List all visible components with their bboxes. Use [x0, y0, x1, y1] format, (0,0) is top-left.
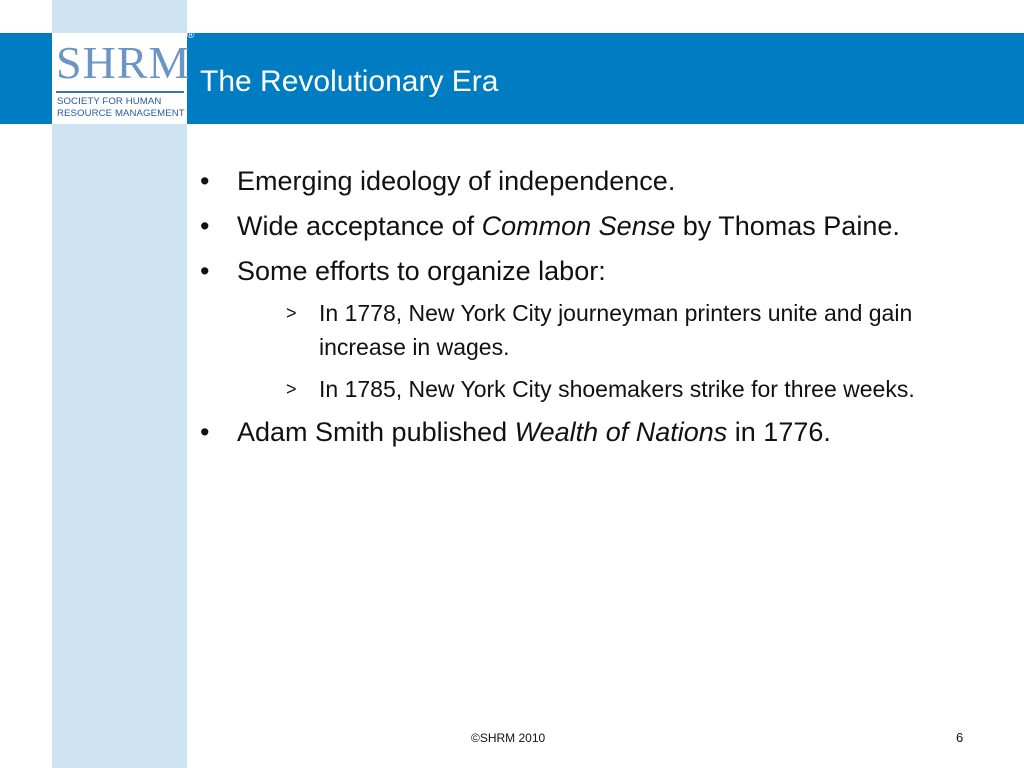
sub-bullet-item — [282, 296, 990, 364]
sub-bullet-marker: > — [286, 303, 297, 323]
sub-bullet-item — [282, 372, 990, 406]
bullet-item — [200, 163, 990, 200]
bullet-text: Emerging ideology of independence. — [237, 166, 676, 196]
bullet-item — [200, 253, 990, 406]
page-number: 6 — [956, 730, 964, 745]
bullet-text: Wide acceptance of — [237, 211, 482, 241]
bullet-marker: • — [200, 256, 210, 286]
bullet-text: by Thomas Paine. — [675, 211, 900, 241]
bullet-text: Some efforts to organize labor: — [237, 256, 606, 286]
bullet-marker: • — [200, 211, 210, 241]
book-title: Wealth of Nations — [514, 417, 728, 447]
sub-bullet-list — [237, 296, 990, 406]
sub-bullet-text: In 1778, New York City journeyman printers unite and gain increase in wages. — [319, 300, 913, 360]
footer-copyright: ©SHRM 2010 — [471, 731, 546, 745]
bullet-item — [200, 414, 990, 451]
bullet-text: in 1776. — [727, 417, 831, 447]
bullet-item — [200, 208, 990, 245]
logo-line-2: RESOURCE MANAGEMENT — [57, 108, 185, 119]
bullet-marker: • — [200, 417, 210, 447]
sub-bullet-text: In 1785, New York City shoemakers strike for three weeks. — [319, 376, 915, 402]
logo-mark: SHRM — [56, 37, 191, 88]
logo-rule — [56, 91, 184, 93]
logo-line-1: SOCIETY FOR HUMAN — [57, 96, 162, 107]
shrm-logo — [52, 33, 191, 124]
book-title: Common Sense — [481, 211, 676, 241]
bullet-list — [200, 163, 990, 459]
bullet-marker: • — [200, 166, 210, 196]
sub-bullet-marker: > — [286, 379, 297, 399]
registered-mark: ® — [187, 30, 195, 41]
slide-title: The Revolutionary Era — [200, 65, 499, 98]
bullet-text: Adam Smith published — [237, 417, 515, 447]
